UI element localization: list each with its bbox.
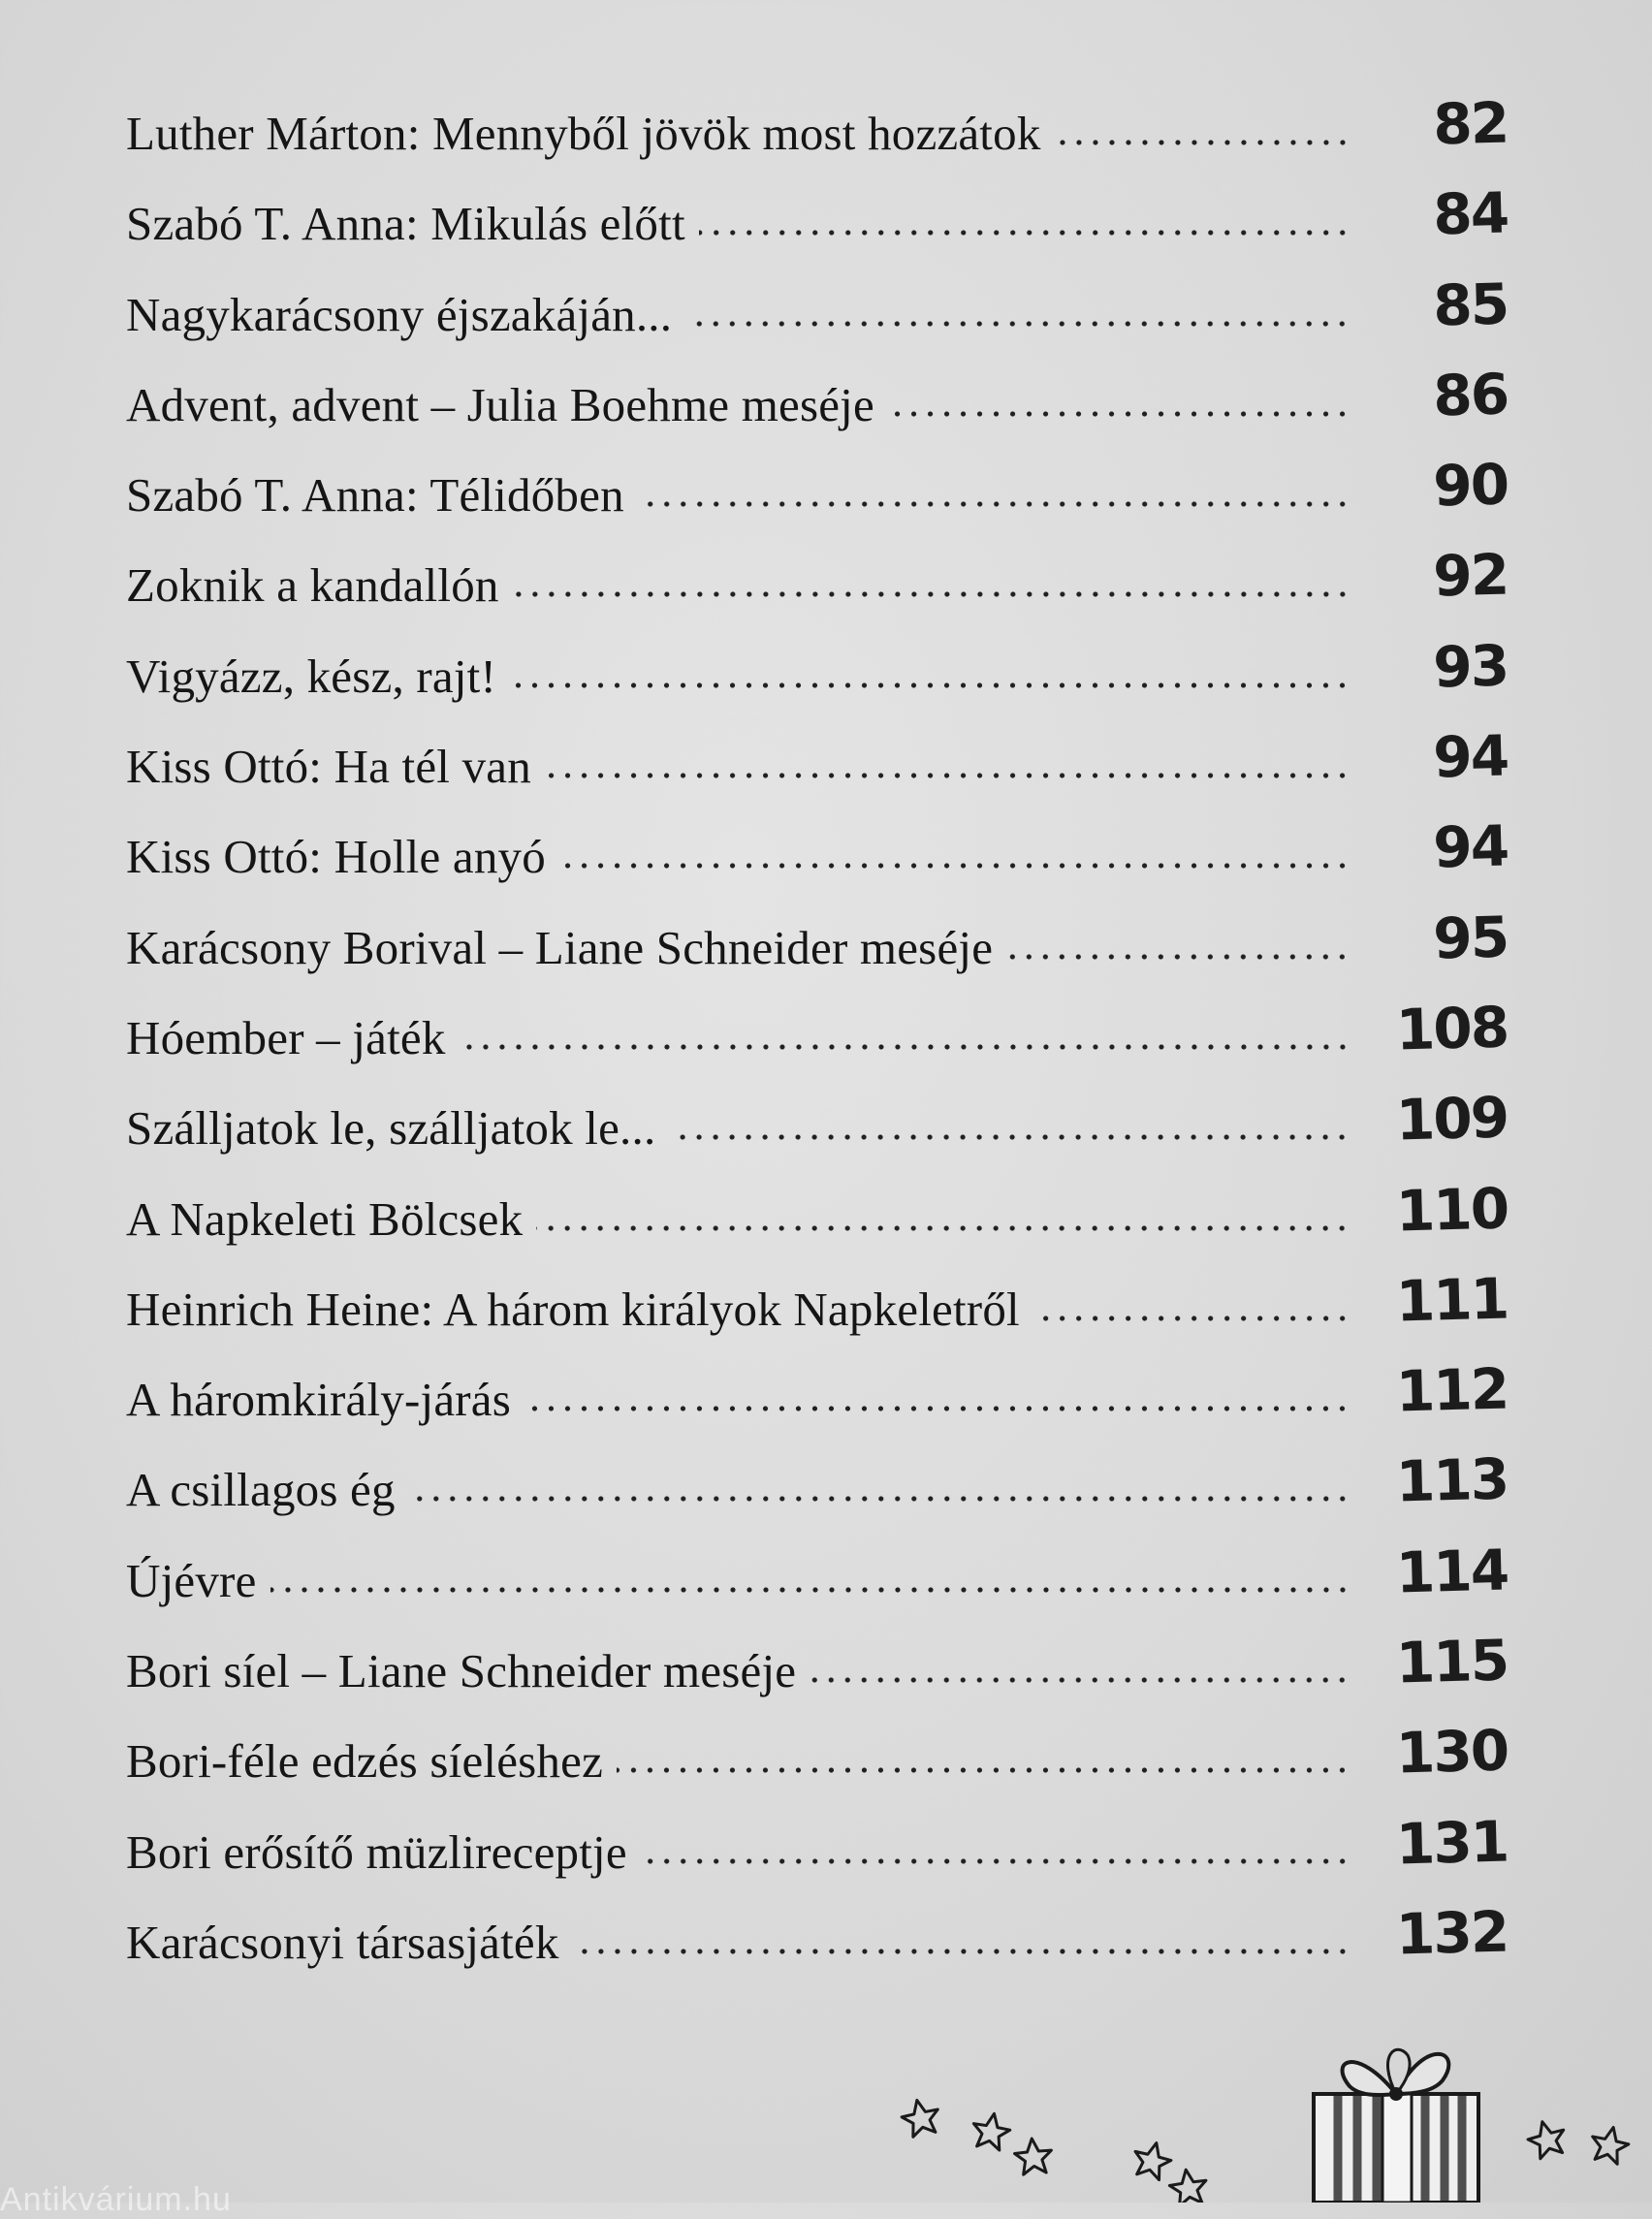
toc-page-number: 114 (1395, 1537, 1509, 1606)
gift-box-icon (1314, 2049, 1478, 2203)
star-icon (1524, 2117, 1569, 2161)
toc-entry-title: Zoknik a kandallón (126, 558, 499, 613)
toc-entry (126, 361, 1509, 454)
toc-entry-title: A háromkirály-járás (126, 1373, 512, 1427)
toc-page-number: 86 (1432, 361, 1509, 429)
toc-entry (126, 632, 1509, 725)
toc-page-number: 84 (1432, 179, 1509, 248)
toc-page-number: 132 (1395, 1898, 1509, 1968)
toc-page-number: 90 (1432, 451, 1509, 520)
decoration-illustration (0, 2016, 1652, 2203)
star-icon (1013, 2137, 1053, 2174)
toc-entry (126, 1717, 1509, 1810)
toc-entry (126, 994, 1509, 1087)
dot-leader (888, 410, 1350, 418)
toc-entry (126, 1445, 1509, 1538)
toc-entry (126, 1355, 1509, 1448)
star-icon (1130, 2139, 1175, 2181)
star-icon (969, 2110, 1012, 2151)
toc-entry (126, 179, 1509, 272)
dot-leader (513, 590, 1350, 598)
dot-leader (699, 229, 1350, 237)
toc-page-number: 130 (1395, 1717, 1509, 1787)
toc-page-number: 92 (1432, 541, 1509, 610)
dot-leader (524, 1405, 1350, 1412)
toc-entry (126, 903, 1509, 997)
toc-entry (126, 1175, 1509, 1268)
toc-entry (126, 812, 1509, 905)
dot-leader (641, 1857, 1350, 1865)
dot-leader (685, 320, 1350, 328)
toc-entry (126, 1898, 1509, 1991)
toc-entry (126, 722, 1509, 815)
toc-entry-title: A csillagos ég (126, 1463, 396, 1517)
dot-leader (617, 1766, 1350, 1774)
toc-entry-title: Karácsonyi társasjáték (126, 1915, 559, 1969)
toc-entry-title: Szabó T. Anna: Télidőben (126, 468, 624, 523)
toc-page-number: 131 (1395, 1808, 1509, 1878)
toc-entry-title: Bori síel – Liane Schneider meséje (126, 1644, 797, 1698)
toc-entry (126, 1084, 1509, 1177)
toc-entry-title: Vigyázz, kész, rajt! (126, 649, 496, 703)
toc-entry-title: Karácsony Borival – Liane Schneider meséje (126, 920, 994, 974)
watermark: Antikvárium.hu (0, 2181, 232, 2218)
toc-page-number: 95 (1432, 903, 1509, 972)
dot-leader (270, 1586, 1350, 1594)
dot-leader (638, 500, 1350, 508)
toc-entry (126, 451, 1509, 544)
toc-page-number: 85 (1432, 270, 1509, 339)
dot-leader (669, 1133, 1350, 1141)
toc-entry-title: Szabó T. Anna: Mikulás előtt (126, 197, 685, 251)
toc-entry-title: Luther Márton: Mennyből jövök most hozzátok (126, 107, 1041, 160)
star-icon (1167, 2168, 1209, 2203)
toc-entry-title: Nagykarácsony éjszakáján... (126, 287, 673, 341)
dot-leader (545, 772, 1350, 779)
toc-entry-title: Hóember – játék (126, 1010, 446, 1064)
star-icon (1588, 2123, 1632, 2165)
toc-page-number: 108 (1395, 994, 1509, 1063)
dot-leader (1006, 953, 1350, 961)
toc-entry-title: Újévre (126, 1553, 257, 1607)
toc-entry (126, 89, 1509, 182)
toc-entry (126, 1808, 1509, 1901)
toc-page-number: 111 (1395, 1265, 1509, 1335)
toc-entry (126, 1627, 1509, 1720)
toc-page-number: 82 (1432, 89, 1509, 158)
toc-entry (126, 541, 1509, 634)
toc-entry-title: Kiss Ottó: Holle anyó (126, 830, 546, 884)
dot-leader (1033, 1315, 1350, 1322)
star-icon (899, 2096, 942, 2138)
table-of-contents (126, 89, 1509, 1991)
toc-page-number: 113 (1395, 1445, 1509, 1515)
dot-leader (510, 682, 1350, 689)
toc-page-number: 94 (1432, 722, 1509, 791)
dot-leader (559, 862, 1350, 870)
toc-page-number: 110 (1395, 1175, 1509, 1245)
toc-page-number: 94 (1432, 812, 1509, 881)
toc-entry (126, 270, 1509, 364)
toc-entry-title: Advent, advent – Julia Boehme meséje (126, 377, 874, 431)
dot-leader (573, 1948, 1350, 1955)
toc-entry-title: Szálljatok le, szálljatok le... (126, 1101, 656, 1156)
toc-page-number: 112 (1395, 1355, 1509, 1425)
toc-page-number: 115 (1395, 1627, 1509, 1696)
toc-entry-title: Kiss Ottó: Ha tél van (126, 740, 531, 794)
toc-entry-title: A Napkeleti Bölcsek (126, 1191, 524, 1246)
dot-leader (810, 1676, 1350, 1684)
toc-entry-title: Bori-féle edzés síeléshez (126, 1734, 604, 1789)
dot-leader (460, 1043, 1350, 1051)
toc-entry (126, 1539, 1508, 1630)
toc-page-number: 109 (1395, 1084, 1509, 1154)
toc-page-number: 93 (1432, 632, 1509, 701)
toc-entry-title: Bori erősítő müzlireceptje (126, 1824, 627, 1879)
toc-entry (126, 1265, 1509, 1358)
dot-leader (409, 1495, 1350, 1503)
toc-entry-title: Heinrich Heine: A három királyok Napkeletről (126, 1282, 1020, 1336)
dot-leader (536, 1224, 1350, 1232)
dot-leader (1055, 139, 1350, 146)
